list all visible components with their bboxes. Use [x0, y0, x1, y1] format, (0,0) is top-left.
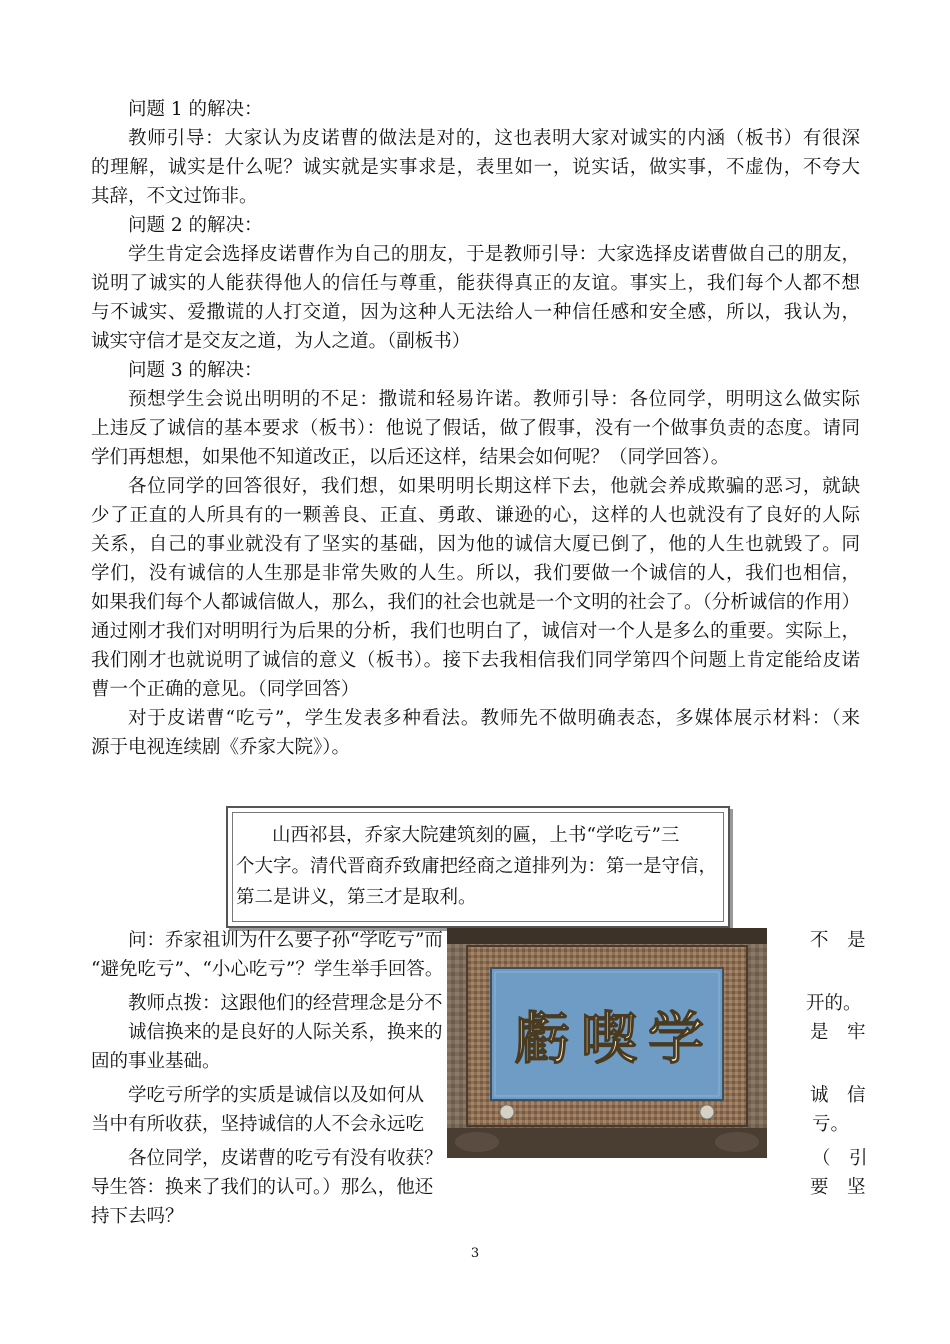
paragraph-line: 通过刚才我们对明明行为后果的分析，我们也明白了，诚信对一个人是多么的重要。实际上， — [91, 621, 860, 642]
paragraph-line: 学们，没有诚信的人生那是非常失败的人生。所以，我们要做一个诚信的人，我们也相信， — [91, 563, 860, 584]
wrap-line-left: 各位同学，皮诺曹的吃亏有没有收获？ — [128, 1148, 443, 1169]
wrap-line-left: 教师点拨：这跟他们的经营理念是分不 — [128, 993, 443, 1014]
paragraph-line: 少了正直的人所具有的一颗善良、正直、勇敢、谦逊的心，这样的人也就没有了良好的人际 — [91, 505, 860, 526]
plaque-char: 学 — [648, 1006, 704, 1072]
material-box-line: 山西祁县，乔家大院建筑刻的匾，上书“学吃亏”三 — [272, 825, 680, 846]
wrap-line-right: 诚 信 — [810, 1085, 866, 1106]
wrap-line-right: （ 引 — [812, 1148, 868, 1169]
wrap-line-left: 学吃亏所学的实质是诚信以及如何从 — [128, 1085, 425, 1106]
paragraph-line: 上违反了诚信的基本要求（板书）：他说了假话，做了假事，没有一个做事负责的态度。请同 — [91, 418, 860, 439]
material-box-line: 个大字。清代晋商乔致庸把经商之道排列为：第一是守信， — [236, 856, 718, 877]
roof-beam — [447, 928, 767, 944]
paragraph-line: 与不诚实、爱撒谎的人打交道，因为这种人无法给人一种信任感和安全感，所以，我认为， — [91, 302, 860, 323]
plaque-nail — [500, 1105, 514, 1119]
paragraph-line: 如果我们每个人都诚信做人，那么，我们的社会也就是一个文明的社会了。（分析诚信的作用） — [91, 592, 860, 613]
wrap-line-left: 诚信换来的是良好的人际关系，换来的 — [128, 1022, 443, 1043]
wrap-line-right: 亏。 — [812, 1114, 850, 1135]
paragraph-line: 关系，自己的事业就没有了坚实的基础，因为他的诚信大厦已倒了，他的人生也就毁了。同 — [91, 534, 860, 555]
wrap-line-left: 持下去吗？ — [91, 1206, 184, 1227]
wrap-line-left: 问：乔家祖训为什么要子孙“学吃亏”而 — [128, 930, 443, 951]
plaque-illustration — [447, 928, 767, 1158]
paragraph-line: 对于皮诺曹“吃亏”，学生发表多种看法。教师先不做明确表态，多媒体展示材料：（来 — [128, 708, 860, 729]
bracket-carving — [455, 1132, 499, 1152]
material-box-line: 第二是讲义，第三才是取利。 — [236, 887, 477, 908]
paragraph-line: 曹一个正确的意见。（同学回答） — [91, 679, 360, 700]
bracket-carving — [715, 1132, 759, 1152]
wrap-line-right: 开的。 — [806, 993, 862, 1014]
paragraph-line: 其辞，不文过饰非。 — [91, 186, 258, 207]
wrap-line-left: “避免吃亏”、“小心吃亏”？学生举手回答。 — [91, 959, 444, 980]
heading-problem-3: 问题 3 的解决： — [128, 360, 263, 381]
material-box — [226, 806, 730, 928]
paragraph-line: 的理解，诚实是什么呢？诚实就是实事求是，表里如一，说实话，做实事，不虚伪，不夸大 — [91, 157, 860, 178]
paragraph-line: 教师引导：大家认为皮诺曹的做法是对的，这也表明大家对诚实的内涵（板书）有很深 — [128, 128, 860, 149]
paragraph-line: 各位同学的回答很好，我们想，如果明明长期这样下去，他就会养成欺骗的恶习，就缺 — [128, 476, 860, 497]
plaque-char: 喫 — [581, 1006, 637, 1072]
heading-problem-1: 问题 1 的解决： — [128, 99, 263, 120]
paragraph-line: 我们刚才也就说明了诚信的意义（板书）。接下去我相信我们同学第四个问题上肯定能给皮诺 — [91, 650, 860, 671]
wrap-line-left: 固的事业基础。 — [91, 1051, 221, 1072]
plaque-nail — [700, 1105, 714, 1119]
paragraph-line: 源于电视连续剧《乔家大院》）。 — [91, 737, 351, 758]
page-number: 3 — [470, 1246, 480, 1261]
wrap-line-left: 导生答：换来了我们的认可。）那么，他还 — [91, 1177, 434, 1198]
paragraph-line: 诚实守信才是交友之道，为人之道。（副板书） — [91, 331, 471, 352]
plaque-photo — [447, 928, 767, 1158]
paragraph-line: 说明了诚实的人能获得他人的信任与尊重，能获得真正的友谊。事实上，我们每个人都不想 — [91, 273, 860, 294]
plaque-char: 虧 — [514, 1006, 570, 1072]
wrap-line-right: 不 是 — [810, 930, 866, 951]
paragraph-line: 预想学生会说出明明的不足：撒谎和轻易许诺。教师引导：各位同学，明明这么做实际 — [128, 389, 860, 410]
wrap-line-right: 要 坚 — [810, 1177, 866, 1198]
heading-problem-2: 问题 2 的解决： — [128, 215, 263, 236]
paragraph-line: 学们再想想，如果他不知道改正，以后还这样，结果会如何呢？（同学回答）。 — [91, 447, 730, 468]
paragraph-line: 学生肯定会选择皮诺曹作为自己的朋友，于是教师引导：大家选择皮诺曹做自己的朋友， — [128, 244, 860, 265]
wrap-line-right: 是 牢 — [810, 1022, 866, 1043]
wrap-line-left: 当中有所收获，坚持诚信的人不会永远吃 — [91, 1114, 425, 1135]
